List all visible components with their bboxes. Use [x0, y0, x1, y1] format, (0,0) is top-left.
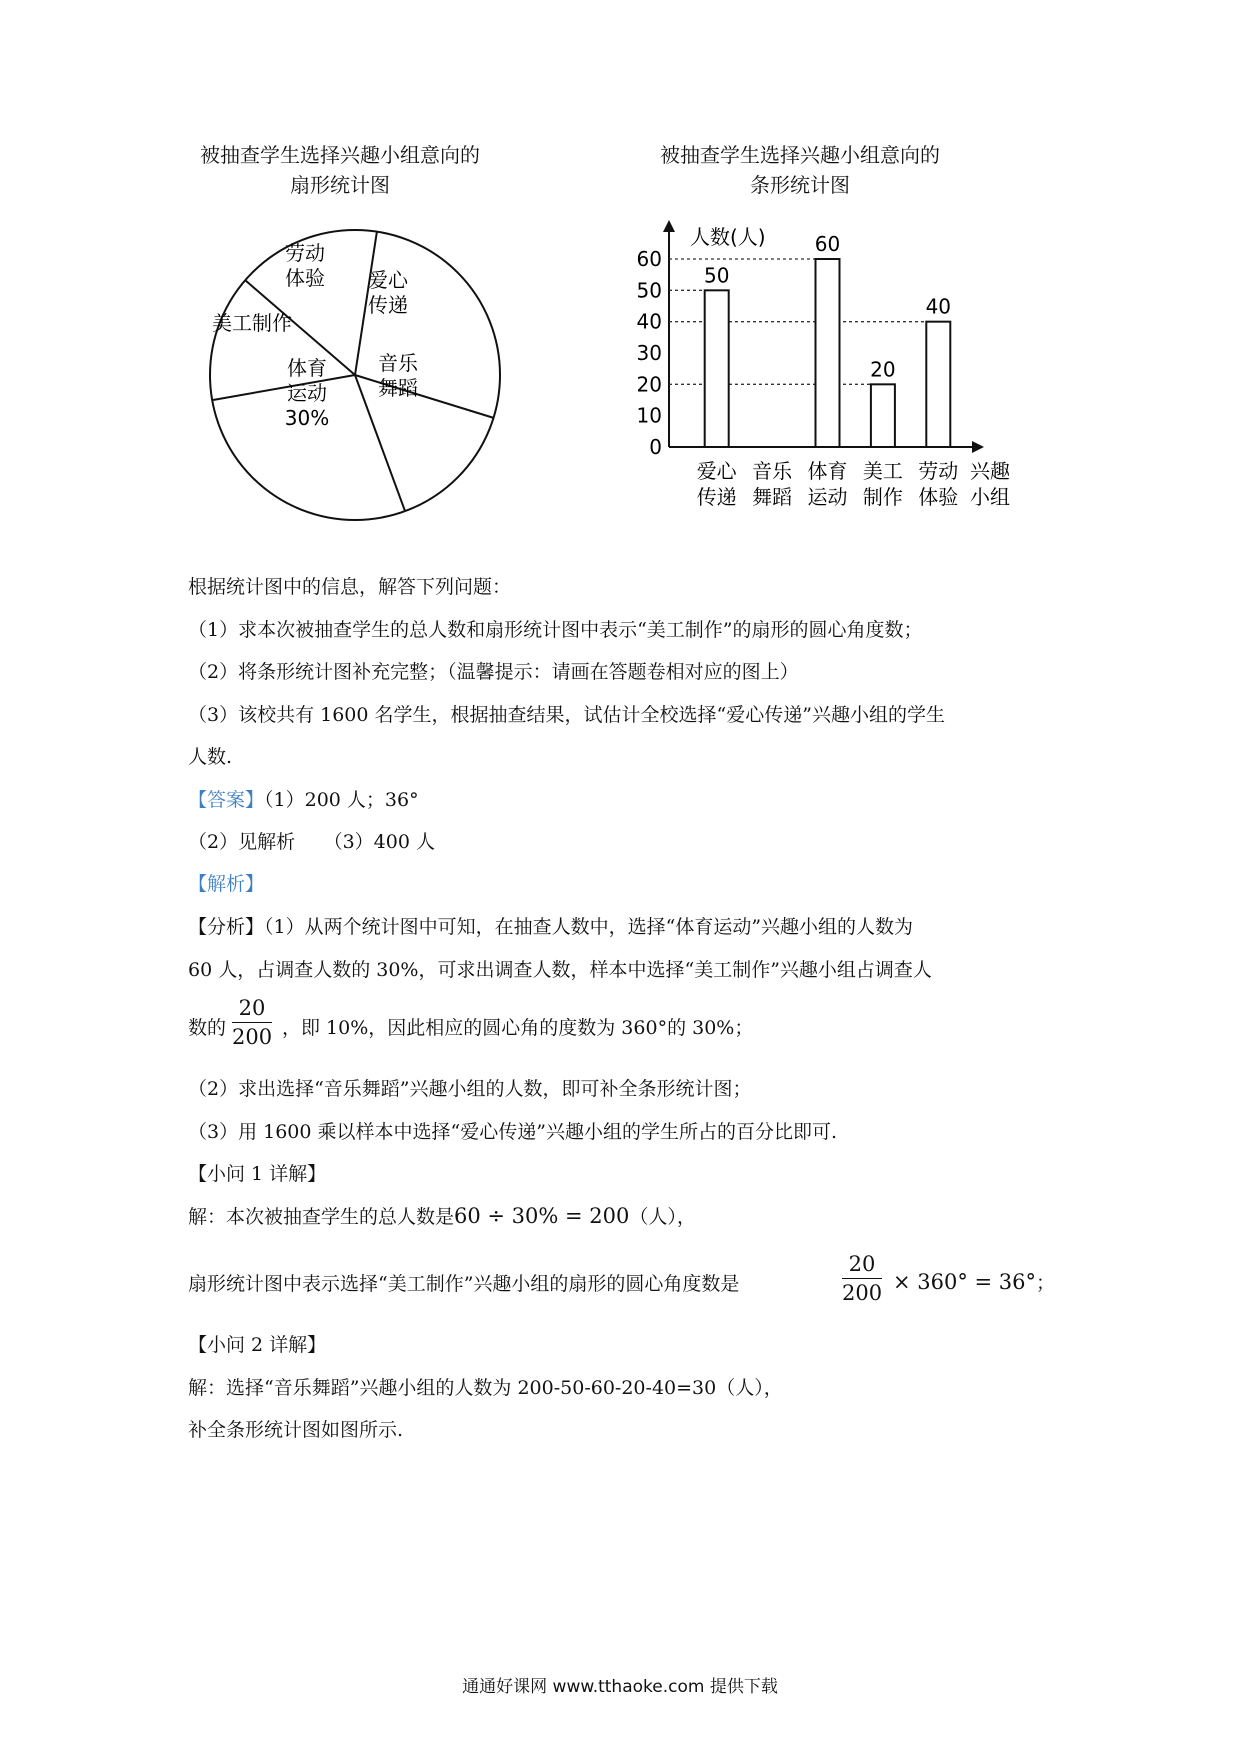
- fenxi-line-1: [188, 912, 913, 939]
- bar-value-label: 50: [703, 263, 730, 288]
- fenxi-line-5: （3）用 1600 乘以样本中选择“爱心传递”兴趣小组的学生所占的百分比即可.: [188, 1121, 837, 1143]
- bar-title-line1: 被抽查学生选择兴趣小组意向的: [660, 143, 940, 167]
- pie-label-sports-3: 30%: [284, 406, 330, 430]
- bar: [871, 384, 895, 447]
- category-label: 制作: [862, 485, 903, 509]
- sub2-line-2: 补全条形统计图如图所示.: [188, 1419, 404, 1441]
- sub1-line1-math: 60 ÷ 30% = 200: [454, 1204, 630, 1228]
- bar-value-label: 60: [814, 232, 841, 256]
- y-ticks: [637, 247, 662, 459]
- analysis-tag: 【解析】: [188, 873, 265, 895]
- category-label: 体育: [807, 459, 848, 483]
- bar: [926, 322, 950, 447]
- pie-label-music-2: 舞蹈: [378, 376, 418, 400]
- category-label: 运动: [807, 485, 848, 509]
- x-axis-label-1: 兴趣: [970, 459, 1010, 483]
- category-label: 舞蹈: [752, 485, 793, 509]
- fenxi-line-2: 60 人，占调查人数的 30%，可求出调查人数，样本中选择“美工制作”兴趣小组占调查人: [188, 959, 932, 981]
- intro-line: 根据统计图中的信息，解答下列问题：: [188, 576, 512, 598]
- x-axis-arrow: [972, 441, 984, 453]
- category-label: 劳动: [918, 459, 959, 483]
- sub1-line2-math: × 360° = 36°: [893, 1270, 1037, 1294]
- fenxi-line-4: （2）求出选择“音乐舞蹈”兴趣小组的人数，即可补全条形统计图；: [188, 1078, 752, 1100]
- y-axis-arrow: [663, 220, 675, 232]
- pie-label-labor-2: 体验: [285, 266, 325, 290]
- y-tick-label: 60: [636, 247, 662, 271]
- footer: 通通好课网 www.tthaoke.com 提供下载: [462, 1677, 778, 1697]
- question-3-line1: （3）该校共有 1600 名学生，根据抽查结果，试估计全校选择“爱心传递”兴趣小组的学生: [188, 704, 945, 726]
- answer-line-2: （2）见解析 （3）400 人: [188, 831, 435, 853]
- fenxi-line-3-pre: 数的: [188, 1017, 227, 1039]
- fraction-denominator: 200: [232, 1025, 273, 1049]
- category-label: 传递: [696, 485, 737, 509]
- bar: [816, 259, 840, 447]
- sub2-line-1: 解：选择“音乐舞蹈”兴趣小组的人数为 200-50-60-20-40=30（人），: [188, 1377, 783, 1399]
- fraction-numerator: 20: [232, 994, 272, 1023]
- fraction-numerator: 20: [842, 1250, 882, 1279]
- pie-label-love-1: 爱心: [368, 268, 408, 292]
- bar-chart-axes: [663, 220, 984, 453]
- y-tick-label: 10: [636, 403, 662, 428]
- bar-value-label: 40: [925, 294, 952, 319]
- pie-label-sports-1: 体育: [287, 356, 327, 380]
- fenxi-line-3-post: ，即 10%，因此相应的圆心角的度数为 360°的 30%；: [282, 1017, 754, 1039]
- bar: [705, 290, 729, 447]
- sub1-tag: 【小问 1 详解】: [188, 1163, 327, 1185]
- fenxi-1: （1）从两个统计图中可知，在抽查人数中，选择“体育运动”兴趣小组的人数为: [264, 916, 914, 938]
- pie-title-line2: 扇形统计图: [290, 173, 390, 197]
- fenxi-tag: 【分析】: [188, 916, 265, 938]
- sub1-line-2-math: [893, 1268, 1055, 1295]
- category-labels: [697, 459, 959, 509]
- answer-tag: 【答案】: [188, 789, 265, 811]
- category-label: 音乐: [752, 459, 793, 483]
- pie-label-love-2: 传递: [368, 293, 408, 317]
- pie-label-music-1: 音乐: [378, 351, 418, 375]
- y-tick-label: 20: [636, 372, 662, 397]
- y-tick-label: 30: [636, 341, 662, 365]
- sub1-line1-post: （人），: [629, 1206, 696, 1228]
- sub1-line-1: [188, 1202, 696, 1229]
- pie-label-sports-2: 运动: [287, 381, 327, 405]
- fraction-20-200-a: [232, 994, 272, 1051]
- answer-line-1: [188, 785, 419, 812]
- y-tick-label: 40: [636, 309, 662, 334]
- bar-title-line2: 条形统计图: [750, 173, 850, 197]
- x-axis-label-2: 小组: [970, 485, 1010, 509]
- sub1-line2-post: ；: [1036, 1272, 1056, 1294]
- category-label: 美工: [862, 459, 903, 483]
- sub1-line1-pre: 解：本次被抽查学生的总人数是: [188, 1206, 455, 1228]
- category-label: 爱心: [696, 459, 737, 483]
- question-3-line2: 人数.: [188, 746, 233, 768]
- pie-label-labor-1: 劳动: [285, 241, 325, 265]
- pie-title-line1: 被抽查学生选择兴趣小组意向的: [200, 143, 480, 167]
- sub2-tag: 【小问 2 详解】: [188, 1334, 327, 1356]
- category-label: 体验: [918, 485, 959, 509]
- y-tick-label: 0: [649, 435, 662, 459]
- y-tick-label: 50: [636, 278, 662, 303]
- question-1: （1）求本次被抽查学生的总人数和扇形统计图中表示“美工制作”的扇形的圆心角度数；: [188, 619, 923, 641]
- bar-chart: [0, 0, 1240, 560]
- bar-value-label: 20: [870, 357, 896, 382]
- reference-lines: [669, 259, 950, 384]
- fraction-denominator: 200: [842, 1281, 883, 1305]
- bars: [704, 232, 951, 447]
- fraction-20-200-b: [842, 1250, 882, 1307]
- answer-1: （1）200 人；36°: [264, 789, 419, 811]
- sub1-line-2-pre: 扇形统计图中表示选择“美工制作”兴趣小组的扇形的圆心角度数是: [188, 1273, 740, 1295]
- y-axis-label: 人数(人): [690, 225, 766, 249]
- question-2: （2）将条形统计图补充完整；（温馨提示：请画在答题卷相对应的图上）: [188, 661, 799, 683]
- pie-label-art: 美工制作: [212, 311, 292, 335]
- bar-chart-title: [620, 140, 980, 200]
- pie-chart: [205, 225, 505, 525]
- pie-chart-title: [160, 140, 520, 200]
